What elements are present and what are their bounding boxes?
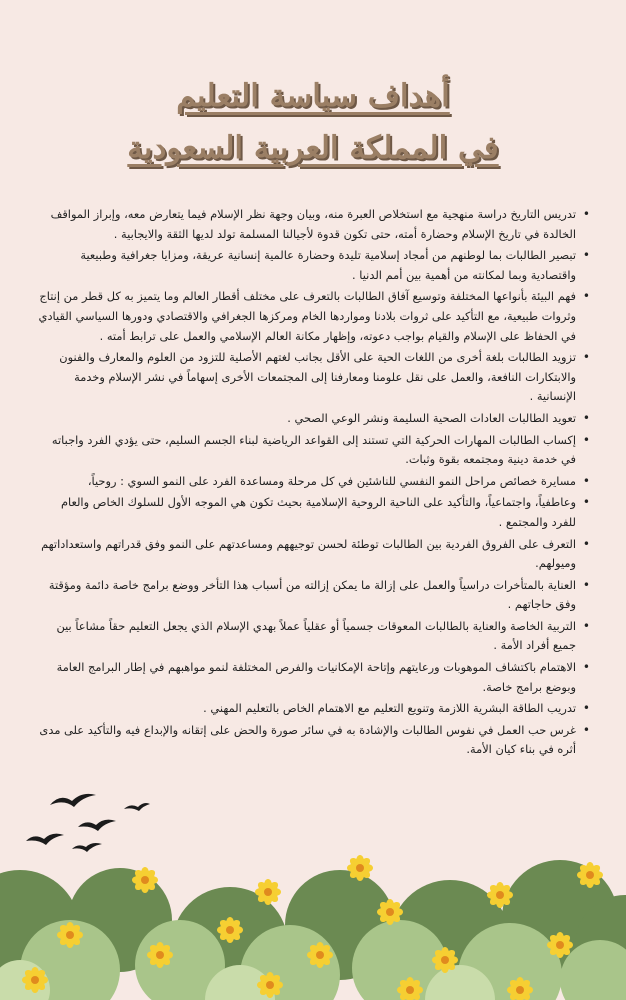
flower-icon [132, 867, 158, 893]
flower-bushes-icon [0, 850, 626, 1000]
objective-item: • التعرف على الفروق الفردية بين الطالبات توطئة لحسن توجيههم ومساعدتهم على النمو وفق قدراتهم واستعداداتهم وميولهم. [38, 535, 576, 574]
objective-item: • تدريب الطاقة البشرية اللازمة وتنويع التعليم مع الاهتمام الخاص بالتعليم المهني . [38, 699, 576, 719]
objective-item: • العناية بالمتأخرات دراسياً والعمل على إزالة ما يمكن إزالته من أسباب هذا التأخر ووضع برامج خاصة دائمة ومؤقتة وفق حاجاتهم . [38, 576, 576, 615]
flower-icon [217, 917, 243, 943]
flower-icon [487, 882, 513, 908]
objective-item: • تدريس التاريخ دراسة منهجية مع استخلاص العبرة منه، وبيان وجهة نظر الإسلام فيما يتعارض معه، وإبراز المواقف الخالدة في تاريخ الإسلام وحضارة أمته، حتى تكون قدوة لأجيالنا المسلمة تولد لديها الثقة والايجابية . [38, 205, 576, 244]
flower-icon [255, 879, 281, 905]
objectives-list-container [38, 205, 590, 762]
objective-item: • وعاطفياً، واجتماعياً، والتأكيد على الناحية الروحية الإسلامية بحيث تكون هي الموجه الأول للسلوك الخاص والعام للفرد والمجتمع . [38, 493, 576, 532]
flower-icon [577, 862, 603, 888]
page-title-line-2: في المملكة العربية السعودية [127, 130, 499, 166]
objective-item: • غرس حب العمل في نفوس الطالبات والإشادة به في سائر صورة والحض على إتقانه والإبداع فيه والتأكيد على مدى أثره في بناء كيان الأمة. [38, 721, 576, 760]
objective-item: • إكساب الطالبات المهارات الحركية التي تستند إلى القواعد الرياضية لبناء الجسم السليم، حتى يؤدي الفرد واجباته في خدمة دينية ومجتمعه بقوة وثبات. [38, 431, 576, 470]
page-title-line-1: أهداف سياسة التعليم [176, 78, 450, 114]
objective-item: • التربية الخاصة والعناية بالطالبات المعوقات جسمياً أو عقلياً عملاً بهدي الإسلام الذي يجعل التعليم حقاً مشاعاً بين جميع أفراد الأمة . [38, 617, 576, 656]
flower-icon [347, 855, 373, 881]
objectives-list [38, 205, 590, 760]
objective-item: • تزويد الطالبات بلغة أخرى من اللغات الحية على الأقل بجانب لغتهم الأصلية للتزود من العلوم والمعارف والفنون والابتكارات النافعة، والعمل على نقل علومنا ومعارفنا إلى المجتمعات الأخرى إسهاماً في نشر الإسلام وخدمة الإنسانية . [38, 348, 576, 407]
flower-icon [432, 947, 458, 973]
objective-item: • تعويد الطالبات العادات الصحية السليمة ونشر الوعي الصحي . [38, 409, 576, 429]
objective-item: • فهم البيئة بأنواعها المختلفة وتوسيع آفاق الطالبات بالتعرف على مختلف أقطار العالم وما يتميز به كل قطر من إنتاج وثروات طبيعية، مع التأكيد على ثروات بلادنا ومواردها الخام ومركزها الجغرافي والاقتصادي ودورها السياسي القيادي في الحفاظ على الإسلام والقيام بواجب دعوته، وإظهار مكانة العالم الإسلامي والعمل على ترابط أمته . [38, 287, 576, 346]
flower-icon [22, 967, 48, 993]
flower-icon [377, 899, 403, 925]
flower-icon [257, 972, 283, 998]
objective-item: • الاهتمام باكتشاف الموهوبات ورعايتهم وإتاحة الإمكانيات والفرص المختلفة لنمو مواهبهم في إطار البرامج العامة وبوضع برامج خاصة. [38, 658, 576, 697]
flower-icon [547, 932, 573, 958]
flower-icon [57, 922, 83, 948]
objective-item: • تبصير الطالبات بما لوطنهم من أمجاد إسلامية تليدة وحضارة عالمية إنسانية عريقة، ومزايا جغرافية وطبيعية واقتصادية وبما لمكانته من أهمية بين أمم الدنيا . [38, 246, 576, 285]
objective-item: • مسايرة خصائص مراحل النمو النفسي للناشئين في كل مرحلة ومساعدة الفرد على النمو السوي : روحياً، [38, 472, 576, 492]
flower-icon [307, 942, 333, 968]
flower-icon [147, 942, 173, 968]
